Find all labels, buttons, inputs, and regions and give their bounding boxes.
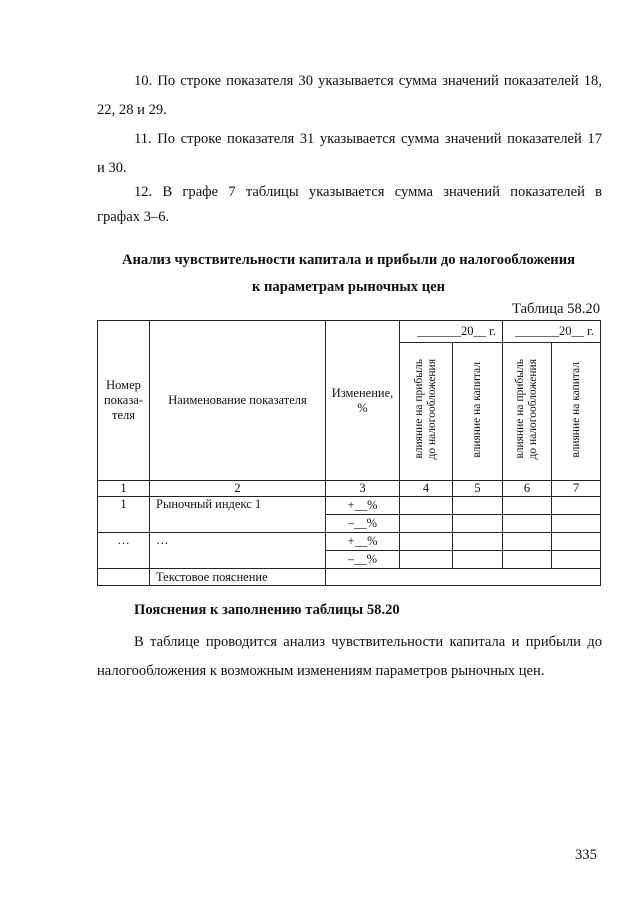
column-numbers-row: [98, 481, 601, 497]
table-row: [98, 497, 601, 515]
section-title-line-2: к параметрам рыночных цен: [251, 279, 446, 295]
header-capital-impact-2: влияние на капитал: [552, 343, 601, 481]
empty-cell: [552, 551, 601, 569]
header-year-group-1: _______20__ г.: [400, 321, 503, 343]
header-profit-impact-2: влияние на прибыль до налогообложения: [503, 343, 552, 481]
change-minus: –__%: [326, 551, 400, 569]
explanations-line-2: налогообложения к возможным изменениям параметров рыночных цен.: [97, 663, 545, 679]
empty-cell: [503, 551, 552, 569]
paragraph-11-line-1: 11. По строке показателя 31 указывается сумма значений показателей 17: [134, 131, 602, 147]
change-plus: +__%: [326, 533, 400, 551]
empty-cell: [552, 515, 601, 533]
header-year-group-2: _______20__ г.: [503, 321, 601, 343]
empty-cell: [503, 533, 552, 551]
column-number: 4: [400, 481, 453, 497]
empty-cell: [552, 497, 601, 515]
empty-cell: [453, 533, 503, 551]
paragraph-11-line-2: и 30.: [97, 160, 127, 176]
page-number: 335: [575, 847, 597, 863]
empty-cell: [552, 533, 601, 551]
section-title-line-1: Анализ чувствительности капитала и прибыли до налогообложения: [121, 252, 576, 268]
row-indicator-name: …: [150, 533, 326, 569]
column-number: 6: [503, 481, 552, 497]
text-note-value: [326, 569, 601, 586]
paragraph-10-line-2: 22, 28 и 29.: [97, 102, 167, 118]
header-capital-impact-1: влияние на капитал: [453, 343, 503, 481]
column-number: 3: [326, 481, 400, 497]
empty-cell: [400, 497, 453, 515]
row-number: …: [98, 533, 150, 569]
header-indicator-name: Наименование показателя: [150, 321, 326, 481]
header-profit-impact-1: влияние на прибыль до налогообложения: [400, 343, 453, 481]
column-number: 7: [552, 481, 601, 497]
explanations-line-1: В таблице проводится анализ чувствительности капитала и прибыли до: [134, 634, 602, 650]
change-minus: –__%: [326, 515, 400, 533]
header-number: Номер показа-теля: [98, 321, 150, 481]
empty-cell: [453, 497, 503, 515]
empty-cell: [453, 515, 503, 533]
empty-cell: [503, 515, 552, 533]
table-row: [98, 533, 601, 551]
row-number: 1: [98, 497, 150, 533]
empty-cell: [400, 551, 453, 569]
table-row: [98, 569, 601, 586]
sensitivity-table: [97, 320, 601, 586]
text-note: Текстовое пояснение: [150, 569, 326, 586]
paragraph-10-line-1: 10. По строке показателя 30 указывается сумма значений показателей 18,: [134, 73, 602, 89]
table-caption: Таблица 58.20: [512, 301, 600, 317]
empty-cell: [400, 515, 453, 533]
change-plus: +__%: [326, 497, 400, 515]
column-number: 2: [150, 481, 326, 497]
empty-cell: [400, 533, 453, 551]
column-number: 1: [98, 481, 150, 497]
empty-cell: [98, 569, 150, 586]
paragraph-12-line-1: 12. В графе 7 таблицы указывается сумма значений показателей в: [134, 184, 602, 200]
column-number: 5: [453, 481, 503, 497]
empty-cell: [453, 551, 503, 569]
explanations-title: Пояснения к заполнению таблицы 58.20: [134, 602, 400, 618]
row-indicator-name: Рыночный индекс 1: [150, 497, 326, 533]
header-change: Изменение, %: [326, 321, 400, 481]
empty-cell: [503, 497, 552, 515]
paragraph-12-line-2: графах 3–6.: [97, 209, 170, 225]
